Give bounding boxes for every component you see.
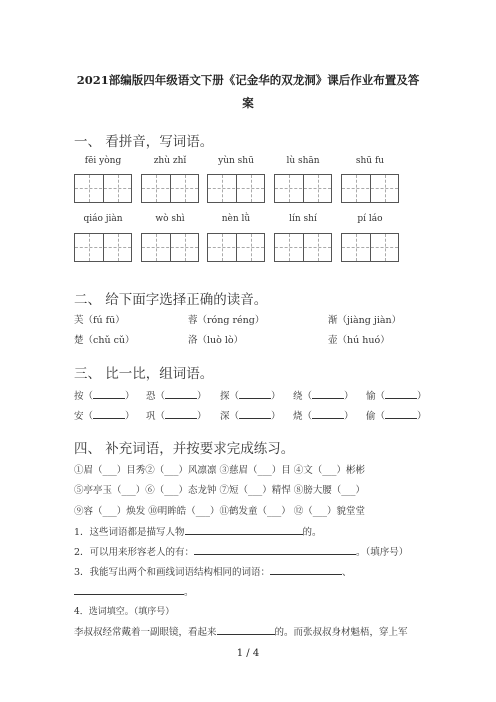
section1-heading: 一、 看拼音，写词语。: [74, 134, 214, 150]
pronunciation-item: 壶（hú huó）: [328, 335, 390, 346]
section2-heading: 二、 给下面字选择正确的读音。: [74, 292, 268, 308]
pronunciation-item: 渐（jiàng jiàn）: [328, 315, 402, 326]
section4-heading: 四、 补充词语，并按要求完成练习。: [74, 441, 295, 457]
doc-title-line1: 2021部编版四年级语文下册《记金华的双龙洞》课后作业布置及答: [76, 73, 420, 87]
page-number: 1 / 4: [236, 648, 260, 659]
writing-box[interactable]: [207, 174, 265, 203]
writing-box[interactable]: [141, 233, 199, 262]
answer-blank[interactable]: [194, 544, 356, 555]
answer-blank[interactable]: [93, 408, 125, 419]
writing-box[interactable]: [141, 174, 199, 203]
compare-item: 深（ ）: [220, 408, 281, 422]
idiom-line-1: ①眉（___）目秀②（___）风凛凛 ③慈眉（___）目 ④文（___）彬彬: [74, 465, 366, 476]
pinyin-6: qiáo jiàn: [83, 214, 123, 224]
pinyin-8: nèn lǜ: [221, 214, 251, 224]
question-3: 3．我能写出两个和画线词语结构相同的词语： 、: [74, 564, 352, 578]
pinyin-7: wò shì: [155, 214, 185, 224]
answer-blank[interactable]: [385, 408, 417, 419]
writing-box[interactable]: [341, 233, 399, 262]
compare-item: 巩（ ）: [146, 408, 207, 422]
compare-item: 安（ ）: [74, 408, 135, 422]
compare-item: 恐（ ）: [146, 388, 207, 402]
compare-item: 烧（ ）: [293, 408, 354, 422]
compare-item: 偷（ ）: [366, 408, 427, 422]
answer-blank[interactable]: [185, 524, 303, 535]
answer-blank[interactable]: [165, 408, 197, 419]
pinyin-3: yùn shū: [218, 156, 254, 166]
passage-line: 李叔叔经常戴着一副眼镜，看起来 的。而张叔叔身材魁梧，穿上军: [74, 624, 408, 638]
answer-blank[interactable]: [239, 408, 271, 419]
writing-box[interactable]: [74, 233, 132, 262]
pinyin-2: zhù zhǐ: [153, 156, 187, 166]
answer-blank[interactable]: [74, 584, 184, 595]
answer-blank[interactable]: [312, 388, 344, 399]
answer-blank[interactable]: [270, 564, 342, 575]
idiom-line-3: ⑨容（___）焕发 ⑩明眸皓（___）⑪鹤发童（___） ⑫（___）貌堂堂: [74, 506, 366, 517]
pinyin-5: shū fu: [355, 156, 385, 166]
question-2: 2．可以用来形容老人的有： 。（填序号）: [74, 544, 408, 558]
writing-box[interactable]: [274, 233, 332, 262]
doc-title-line2: 案: [242, 96, 254, 110]
answer-blank[interactable]: [385, 388, 417, 399]
pronunciation-item: 洛（luò lò）: [188, 335, 244, 346]
writing-box[interactable]: [341, 174, 399, 203]
pinyin-10: pí láo: [357, 214, 383, 224]
question-3-continued: 。: [74, 584, 194, 598]
pronunciation-item: 蓉（róng réng）: [188, 315, 265, 326]
answer-blank[interactable]: [165, 388, 197, 399]
pinyin-1: fēi yòng: [84, 156, 122, 166]
section3-heading: 三、 比一比，组词语。: [74, 366, 214, 382]
pronunciation-item: 芙（fú fū）: [74, 315, 125, 326]
pinyin-4: lù shān: [286, 156, 320, 166]
answer-blank[interactable]: [239, 388, 271, 399]
pinyin-9: lín shí: [289, 214, 317, 224]
pronunciation-item: 楚（chǔ cǔ）: [74, 335, 135, 346]
answer-blank[interactable]: [93, 388, 125, 399]
answer-blank[interactable]: [217, 624, 275, 635]
answer-blank[interactable]: [312, 408, 344, 419]
writing-box[interactable]: [207, 233, 265, 262]
compare-item: 探（ ）: [220, 388, 281, 402]
compare-item: 愉（ ）: [366, 388, 427, 402]
compare-item: 按（ ）: [74, 388, 135, 402]
writing-box[interactable]: [274, 174, 332, 203]
idiom-line-2: ⑤亭亭玉（___）⑥（___）态龙钟 ⑦短（___）精悍 ⑧膀大腰（___）: [74, 485, 366, 496]
compare-item: 绕（ ）: [293, 388, 354, 402]
question-1: 1．这些词语都是描写人物 的。: [74, 524, 322, 538]
writing-box[interactable]: [74, 174, 132, 203]
question-4: 4．选词填空。（填序号）: [74, 607, 175, 617]
